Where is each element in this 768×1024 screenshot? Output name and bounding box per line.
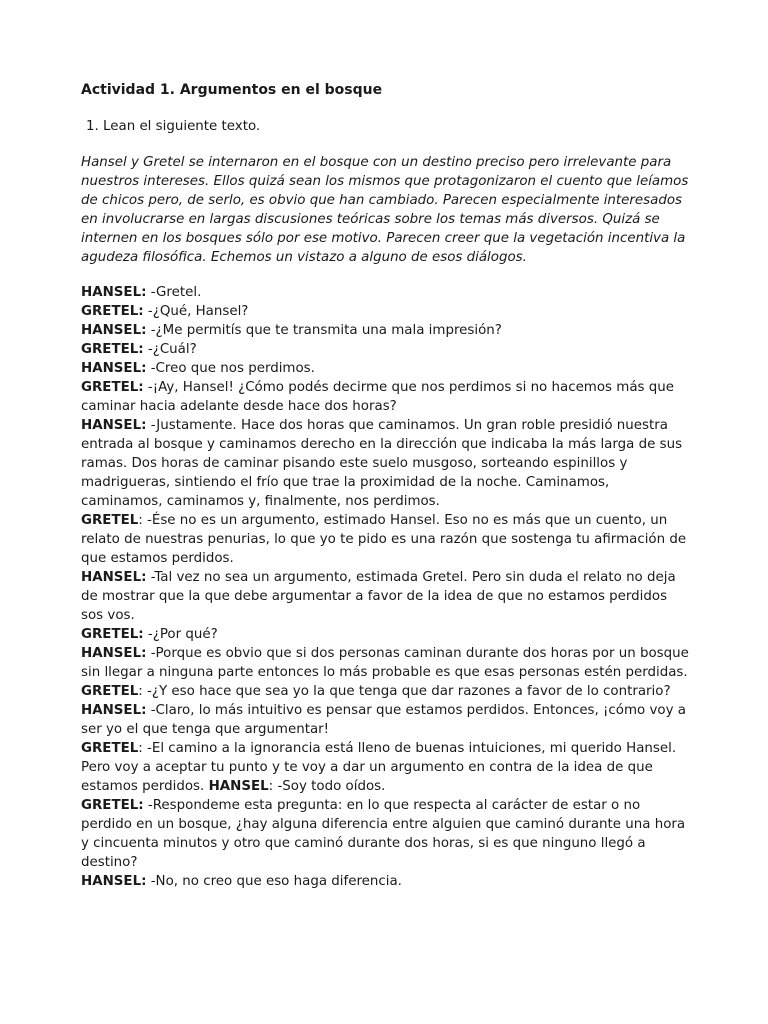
dialogue-line <box>81 701 691 739</box>
dialogue <box>81 283 691 891</box>
speaker-label: HANSEL: <box>81 361 147 376</box>
speaker-label: HANSEL: <box>81 285 147 300</box>
dialogue-text: -¡Ay, Hansel! ¿Cómo podés decirme que nos perdimos si no hacemos más que caminar hacia adelante desde hace dos horas? <box>81 380 674 414</box>
dialogue-text: -¿Por qué? <box>143 627 218 642</box>
dialogue-text: -¿Me permitís que te transmita una mala impresión? <box>146 323 502 338</box>
dialogue-text: -Gretel. <box>146 285 202 300</box>
dialogue-text: -Claro, lo más intuitivo es pensar que estamos perdidos. Entonces, ¡cómo voy a ser yo el que tenga que argumentar! <box>81 703 686 737</box>
dialogue-line <box>81 416 691 511</box>
speaker-label: HANSEL: <box>81 323 147 338</box>
dialogue-line <box>81 568 691 625</box>
speaker-label: HANSEL: <box>81 646 147 661</box>
speaker-label: GRETEL: <box>81 304 144 319</box>
dialogue-text: -Creo que nos perdimos. <box>146 361 315 376</box>
speaker-label: GRETEL: <box>81 798 144 813</box>
dialogue-text: -¿Qué, Hansel? <box>143 304 249 319</box>
dialogue-line <box>81 796 691 872</box>
dialogue-text: : -Ése no es un argumento, estimado Hansel. Eso no es más que un cuento, un relato de nuestras penurias, lo que yo te pido es una razón que sostenga tu afirmación de que estamos perdidos. <box>81 513 687 566</box>
speaker-label: GRETEL: <box>81 627 144 642</box>
dialogue-text: -¿Cuál? <box>143 342 197 357</box>
speaker-label: HANSEL <box>208 779 269 794</box>
speaker-label: GRETEL <box>81 684 139 699</box>
dialogue-line <box>81 511 691 568</box>
dialogue-text: : -Soy todo oídos. <box>268 779 386 794</box>
dialogue-line <box>81 872 691 891</box>
dialogue-text: : -El camino a la ignorancia está lleno de buenas intuiciones, mi querido Hansel. Pero voy a aceptar tu punto y te voy a dar un argumento en contra de la idea de que estamos perdidos. <box>81 741 677 794</box>
dialogue-text: -No, no creo que eso haga diferencia. <box>146 874 402 889</box>
instruction-text: 1. Lean el siguiente texto. <box>86 119 261 134</box>
dialogue-line <box>81 321 691 340</box>
speaker-label: HANSEL: <box>81 703 147 718</box>
dialogue-text: : -¿Y eso hace que sea yo la que tenga que dar razones a favor de lo contrario? <box>138 684 671 699</box>
dialogue-text: -Justamente. Hace dos horas que caminamos. Un gran roble presidió nuestra entrada al bosque y caminamos derecho en la dirección que indicaba la más larga de sus ramas. Dos horas de caminar pisando este suelo musgoso, sorteando espinillos y madrigueras, sintiendo el frío que trae la proximidad de la noche. Caminamos, caminamos, caminamos y, finalmente, nos perdimos. <box>81 418 683 509</box>
dialogue-line <box>81 359 691 378</box>
speaker-label: GRETEL: <box>81 342 144 357</box>
dialogue-text: -Tal vez no sea un argumento, estimada Gretel. Pero sin duda el relato no deja de mostrar que la que debe argumentar a favor de la idea de que no estamos perdidos sos vos. <box>81 570 676 623</box>
document-title: Actividad 1. Argumentos en el bosque <box>81 82 383 98</box>
dialogue-line <box>81 644 691 682</box>
dialogue-line <box>81 283 691 302</box>
speaker-label: HANSEL: <box>81 570 147 585</box>
dialogue-text: -Respondeme esta pregunta: en lo que respecta al carácter de estar o no perdido en un bosque, ¿hay alguna diferencia entre alguien que caminó durante una hora y cincuenta minutos y otro que caminó durante dos horas, si es que ninguno llegó a destino? <box>81 798 686 870</box>
dialogue-line <box>81 340 691 359</box>
dialogue-text: -Porque es obvio que si dos personas caminan durante dos horas por un bosque sin llegar a ninguna parte entonces lo más probable es que esas personas estén perdidas. <box>81 646 689 680</box>
speaker-label: GRETEL: <box>81 380 144 395</box>
speaker-label: HANSEL: <box>81 874 147 889</box>
speaker-label: HANSEL: <box>81 418 147 433</box>
intro-paragraph: Hansel y Gretel se internaron en el bosque con un destino preciso pero irrelevante para nuestros intereses. Ellos quizá sean los mismos que protagonizaron el cuento que leíamos de chicos pero, de serlo, es obvio que han cambiado. Parecen especialmente interesados en involucrarse en largas discusiones teóricas sobre los temas más diversos. Quizá se internen en los bosques sólo por ese motivo. Parecen creer que la vegetación incentiva la agudeza filosófica. Echemos un vistazo a alguno de esos diálogos. <box>81 155 689 265</box>
dialogue-line <box>81 302 691 321</box>
dialogue-line <box>81 625 691 644</box>
dialogue-line <box>81 378 691 416</box>
document-page <box>81 80 691 891</box>
speaker-label: GRETEL <box>81 513 139 528</box>
dialogue-line <box>81 739 691 796</box>
speaker-label: GRETEL <box>81 741 139 756</box>
dialogue-line <box>81 682 691 701</box>
